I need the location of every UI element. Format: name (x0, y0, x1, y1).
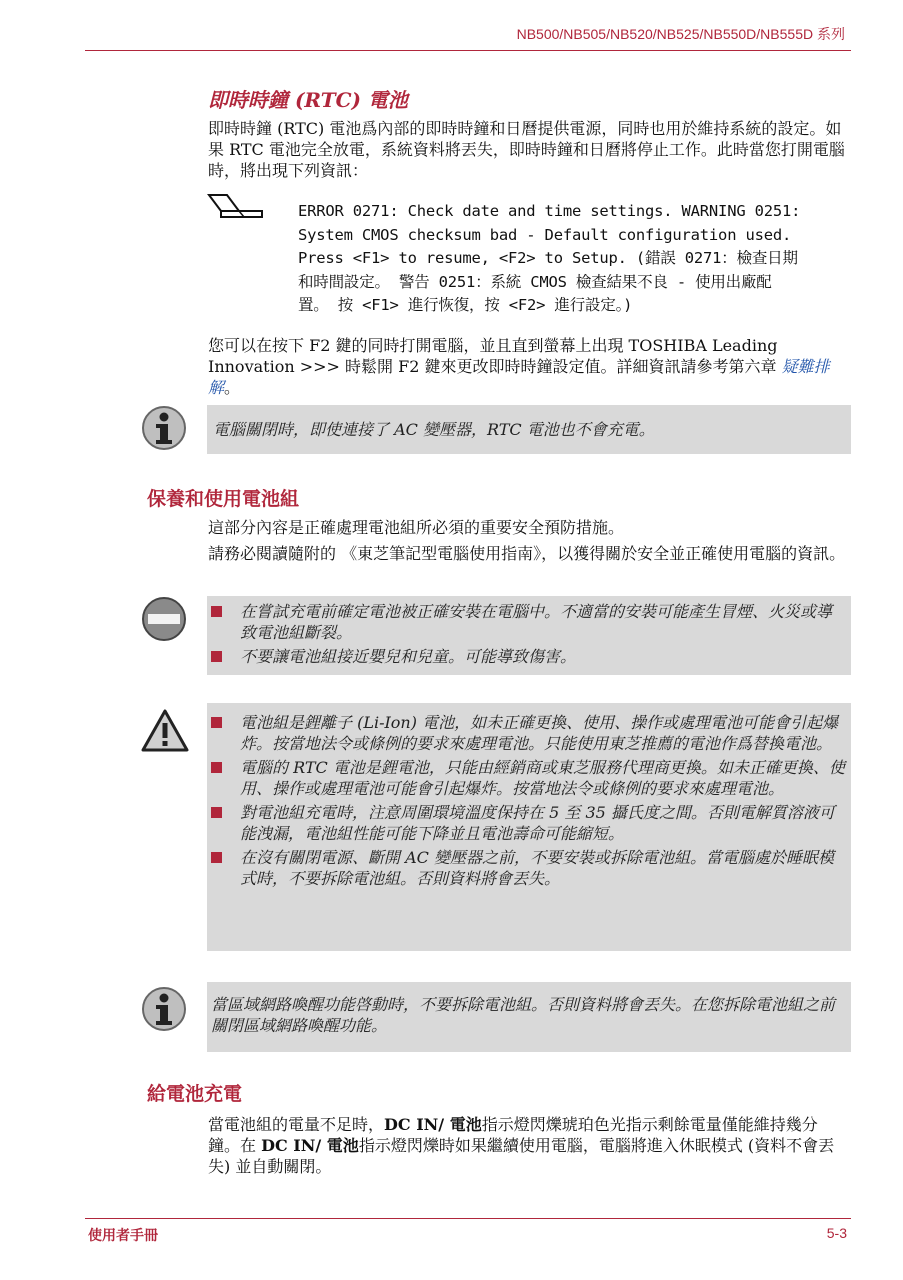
list-item-text: 電池組是鋰離子 (Li-Ion) 電池，如未正確更換、使用、操作或處理電池可能會引起爆炸。按當地法令或條例的要求來處理電池。只能使用東芝推薦的電池作爲替換電池。 (240, 713, 839, 753)
error-line: 置。 按 <F1> 進行恢復，按 <F2> 進行設定。) (298, 296, 633, 314)
prohibited-icon (140, 595, 188, 643)
charge-paragraph (208, 1114, 848, 1177)
rtc-paragraph: 即時時鐘 (RTC) 電池爲內部的即時時鐘和日曆提供電源，同時也用於維持系統的設定。如果 RTC 電池完全放電，系統資料將丟失，即時時鐘和日曆將停止工作。此時當您打開電腦時，將出現下列資訊： (208, 119, 845, 180)
care-paragraph-1: 這部分內容是正確處理電池組所必須的重要安全預防措施。 (208, 518, 625, 537)
list-item-text: 在沒有關閉電源、斷開 AC 變壓器之前，不要安裝或拆除電池組。當電腦處於睡眠模式時，不要拆除電池組。否則資料將會丟失。 (240, 848, 834, 888)
rtc-f2-end: 。 (224, 378, 241, 397)
footer-title: 使用者手冊 (88, 1227, 158, 1243)
note-box (207, 982, 851, 1052)
troubleshooting-link[interactable]: 疑難排解 (208, 357, 830, 397)
note-box (207, 405, 851, 454)
list-item-text: 在嘗試充電前確定電池被正確安裝在電腦中。不適當的安裝可能產生冒煙、火災或導致電池組斷裂。 (240, 602, 833, 642)
warning-box (207, 703, 851, 951)
list-item-text: 不要讓電池組接近嬰兒和兒童。可能導致傷害。 (240, 647, 577, 666)
list-item (207, 646, 845, 667)
charge-text: 指示燈閃爍時如果繼續使用電腦，電腦將進入休眠模式 (資料不會丟失) 並自動關閉。 (208, 1136, 835, 1176)
page-number: 5-3 (826, 1225, 847, 1241)
note-text: 當區域網路喚醒功能啓動時，不要拆除電池組。否則資料將會丟失。在您拆除電池組之前關閉區域網路喚醒功能。 (211, 995, 836, 1035)
laptop-icon (205, 192, 265, 226)
running-header: NB500/NB505/NB520/NB525/NB550D/NB555D 系列 (516, 26, 845, 42)
note-text: 電腦關閉時，即使連接了 AC 變壓器，RTC 電池也不會充電。 (213, 420, 655, 439)
rtc-heading: 即時時鐘 (RTC) 電池 (208, 88, 408, 112)
bullet-icon (211, 762, 222, 773)
list-item-text: 電腦的 RTC 電池是鋰電池，只能由經銷商或東芝服務代理商更換。如未正確更換、使用、操作或處理電池可能會引起爆炸。按當地法令或條例的要求來處理電池。 (240, 758, 845, 798)
header-rule (85, 50, 851, 51)
list-item (207, 802, 849, 844)
error-line: System CMOS checksum bad - Default configuration used. (298, 225, 792, 244)
prohibit-box (207, 596, 851, 675)
list-item (207, 757, 849, 799)
bullet-icon (211, 651, 222, 662)
charge-text: 指示燈閃爍琥珀色光指示剩餘電量僅能維持幾分鐘。在 (208, 1115, 818, 1155)
list-item (207, 847, 849, 889)
list-item (207, 601, 845, 643)
error-line: ERROR 0271: Check date and time settings. WARNING 0251: (298, 202, 801, 220)
care-heading: 保養和使用電池組 (147, 488, 300, 510)
bullet-icon (211, 717, 222, 728)
footer-rule (85, 1218, 851, 1219)
list-item-text: 對電池組充電時，注意周圍環境溫度保持在 5 至 35 攝氏度之間。否則電解質溶液可能洩漏，電池組性能可能下降並且電池壽命可能縮短。 (240, 803, 835, 843)
rtc-f2-text: 您可以在按下 F2 鍵的同時打開電腦，並且直到螢幕上出現 TOSHIBA Leading Innovation >>> 時鬆開 F2 鍵來更改即時時鐘設定值。詳細資訊請參考第六章 (208, 336, 782, 376)
bullet-icon (211, 606, 222, 617)
error-line: Press <F1> to resume, <F2> to Setup. (錯誤 0271：檢查日期 (298, 249, 798, 267)
bullet-icon (211, 852, 222, 863)
list-item (207, 712, 849, 754)
error-line: 和時間設定。 警告 0251：系統 CMOS 檢查結果不良 - 使用出廠配 (298, 272, 772, 291)
care-paragraph-2: 請務必閱讀隨附的 《東芝筆記型電腦使用指南》，以獲得關於安全並正確使用電腦的資訊。 (208, 544, 846, 563)
dc-in-battery-label: DC IN/ 電池 (384, 1115, 482, 1134)
dc-in-battery-label: DC IN/ 電池 (261, 1136, 359, 1155)
warning-icon (140, 708, 190, 754)
info-icon (140, 985, 188, 1033)
rtc-f2-paragraph (208, 335, 848, 398)
bullet-icon (211, 807, 222, 818)
error-message (298, 200, 858, 318)
charge-text: 當電池組的電量不足時， (208, 1115, 385, 1134)
charge-heading: 給電池充電 (147, 1083, 243, 1105)
info-icon (140, 404, 188, 452)
